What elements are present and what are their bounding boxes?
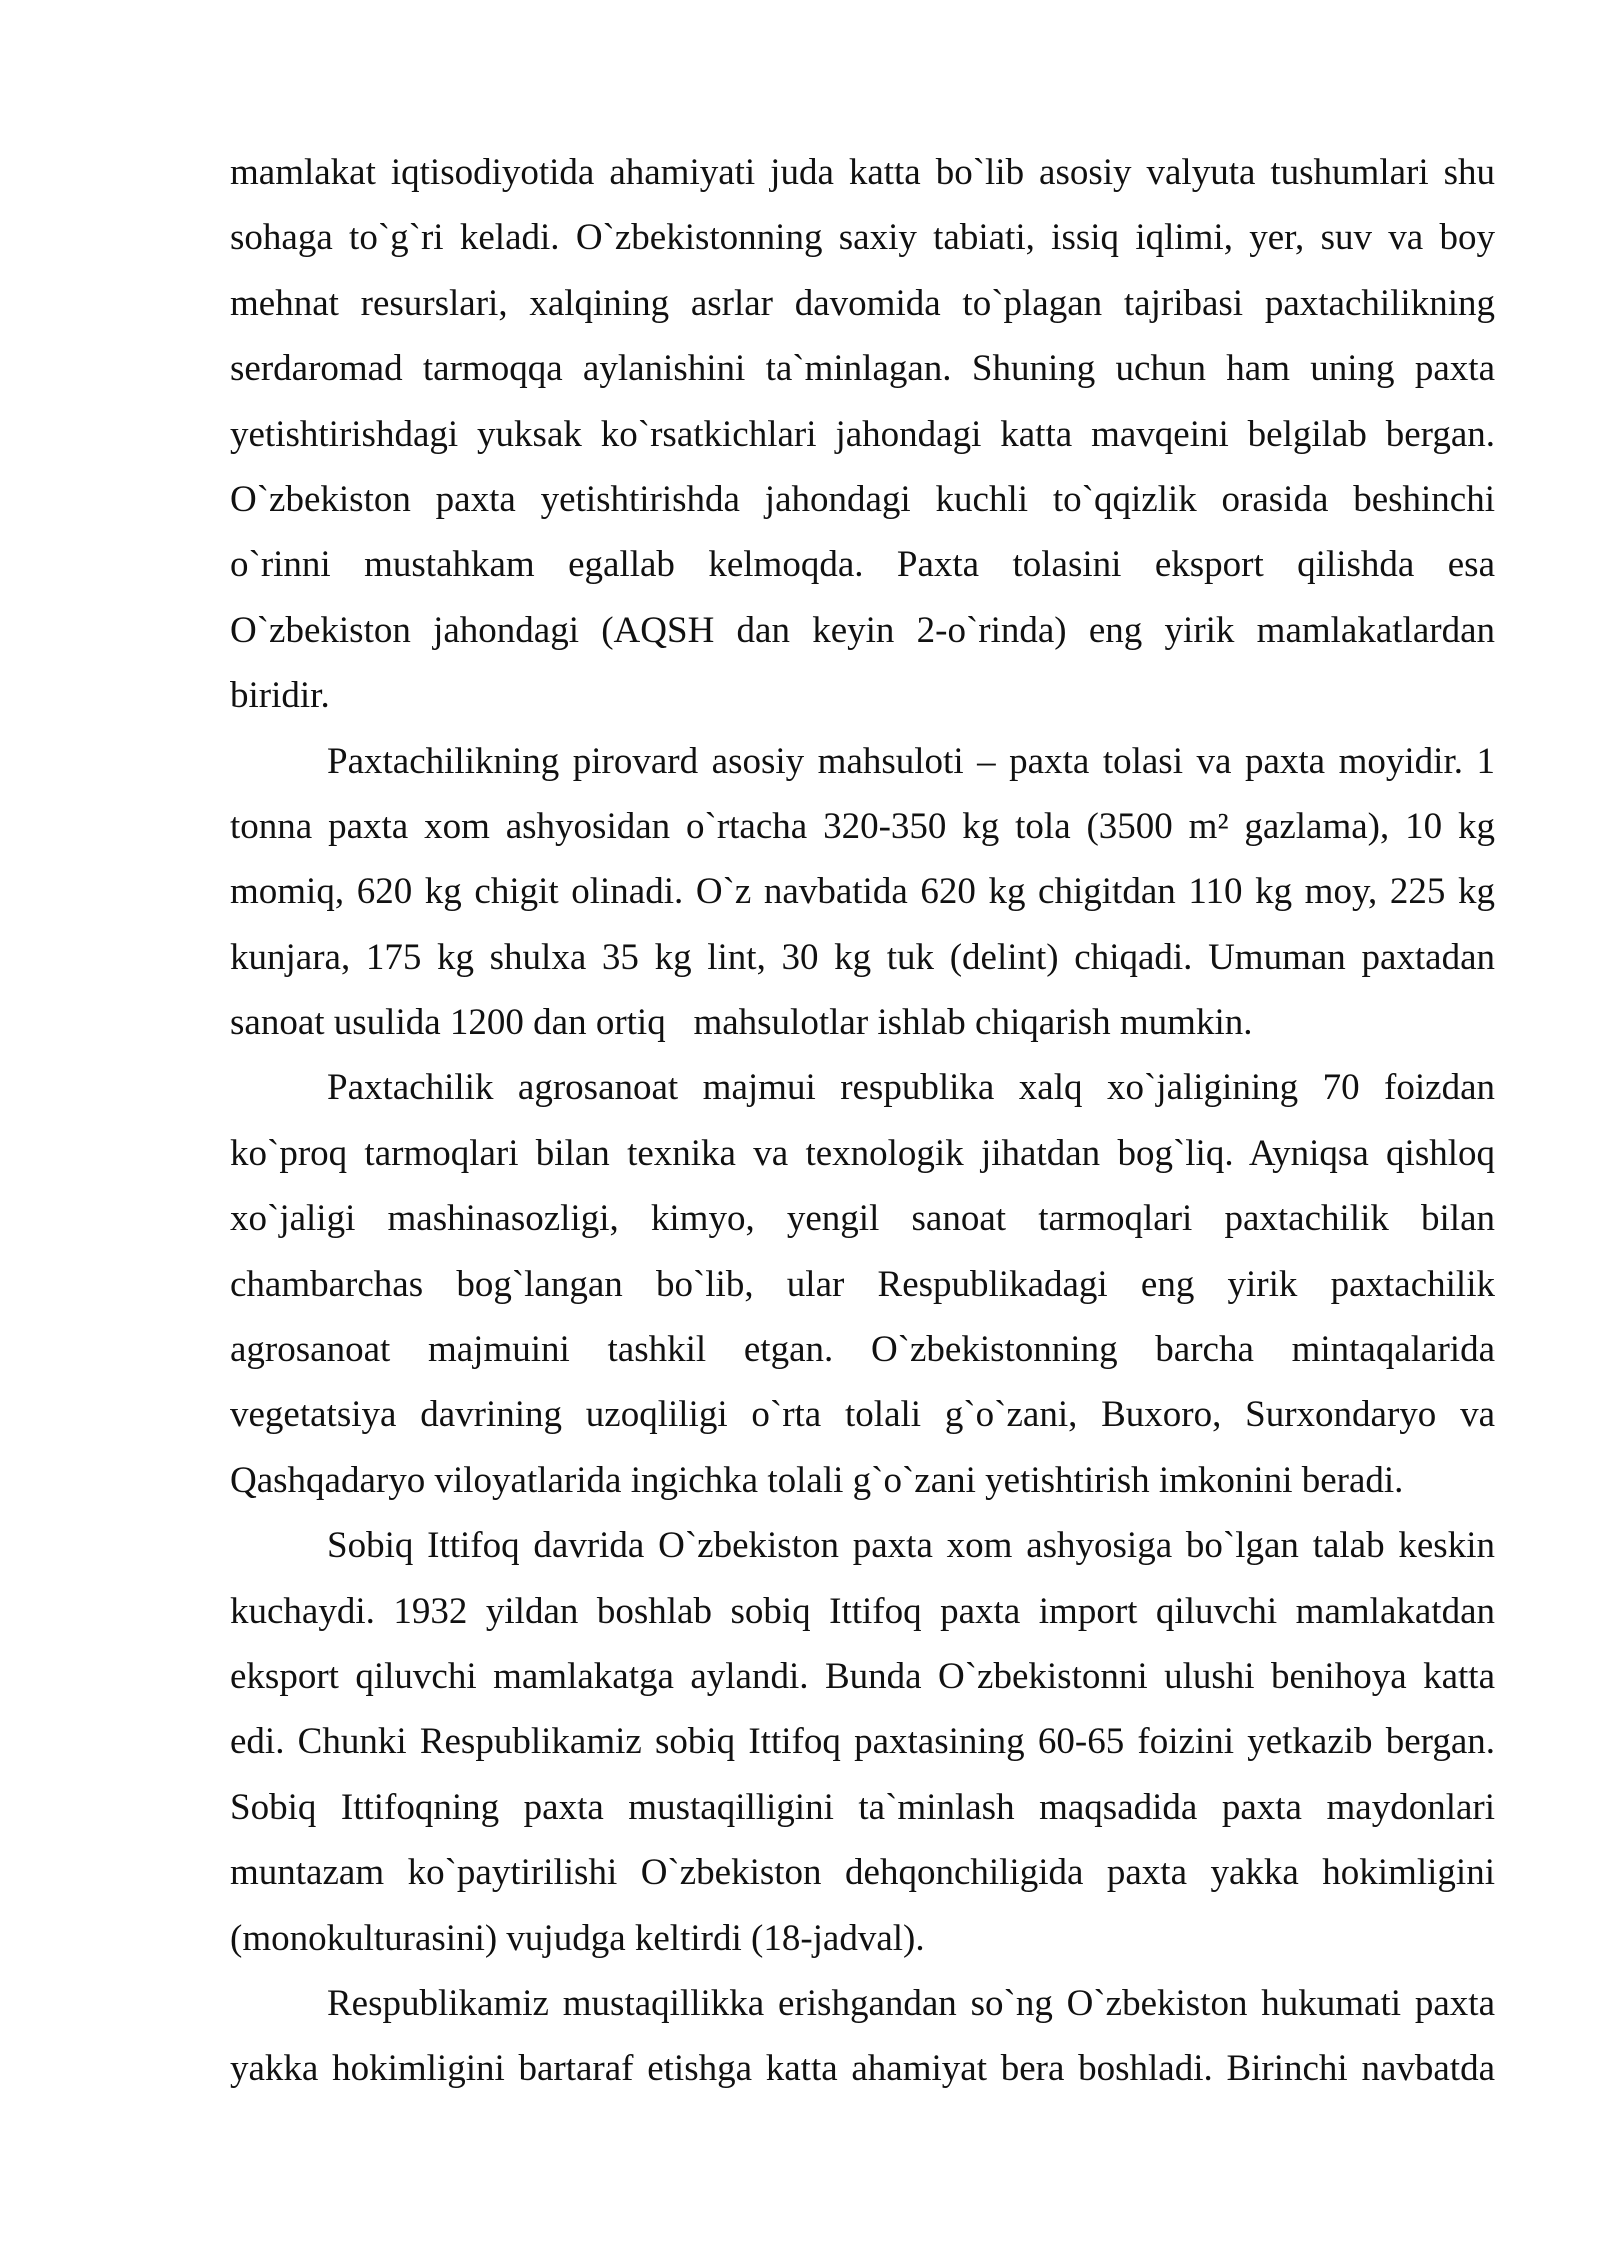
text-line: O`zbekiston paxta yetishtirishda jahondagi kuchli to`qqizlik orasida beshinchi [230, 478, 1495, 520]
text-line: eksport qiluvchi mamlakatga aylandi. Bunda O`zbekistonni ulushi benihoya katta [230, 1655, 1495, 1697]
text-line: momiq, 620 kg chigit olinadi. O`z navbatida 620 kg chigitdan 110 kg moy, 225 kg [230, 871, 1495, 913]
paragraph [230, 140, 1495, 729]
text-line: Paxtachilikning pirovard asosiy mahsuloti – paxta tolasi va paxta moyidir. 1 [327, 740, 1495, 782]
text-line: Respublikamiz mustaqillikka erishgandan so`ng O`zbekiston hukumati paxta [327, 1982, 1495, 2024]
paragraph [230, 1513, 1495, 1971]
text-line: Sobiq Ittifoqning paxta mustaqilligini ta`minlash maqsadida paxta maydonlari [230, 1786, 1495, 1828]
text-line: vegetatsiya davrining uzoqliligi o`rta tolali g`o`zani, Buxoro, Surxondaryo va [230, 1394, 1495, 1436]
text-line: mehnat resurslari, xalqining asrlar davomida to`plagan tajribasi paxtachilikning [230, 282, 1495, 324]
text-line: xo`jaligi mashinasozligi, kimyo, yengil sanoat tarmoqlari paxtachilik bilan [230, 1198, 1495, 1240]
paragraph [230, 729, 1495, 1056]
text-line: (monokulturasini) vujudga keltirdi (18-jadval). [230, 1917, 925, 1959]
text-line: serdaromad tarmoqqa aylanishini ta`minlagan. Shuning uchun ham uning paxta [230, 348, 1495, 390]
text-line: tonna paxta xom ashyosidan o`rtacha 320-350 kg tola (3500 m² gazlama), 10 kg [230, 805, 1495, 847]
text-line: agrosanoat majmuini tashkil etgan. O`zbekistonning barcha mintaqalarida [230, 1329, 1495, 1371]
text-line: Qashqadaryo viloyatlarida ingichka tolali g`o`zani yetishtirish imkonini beradi. [230, 1459, 1404, 1501]
text-line: kuchaydi. 1932 yildan boshlab sobiq Ittifoq paxta import qiluvchi mamlakatdan [230, 1590, 1495, 1632]
text-line: Sobiq Ittifoq davrida O`zbekiston paxta xom ashyosiga bo`lgan talab keskin [327, 1525, 1495, 1567]
text-line: sanoat usulida 1200 dan ortiq mahsulotlar ishlab chiqarish mumkin. [230, 1002, 1253, 1044]
paragraph [230, 1971, 1495, 2102]
text-line: chambarchas bog`langan bo`lib, ular Respublikadagi eng yirik paxtachilik [230, 1263, 1495, 1305]
body-text [230, 140, 1495, 2102]
text-line: kunjara, 175 kg shulxa 35 kg lint, 30 kg tuk (delint) chiqadi. Umuman paxtadan [230, 936, 1495, 978]
text-line: ko`proq tarmoqlari bilan texnika va texnologik jihatdan bog`liq. Ayniqsa qishloq [230, 1132, 1495, 1174]
text-line: Paxtachilik agrosanoat majmui respublika xalq xo`jaligining 70 foizdan [327, 1067, 1495, 1109]
text-line: yakka hokimligini bartaraf etishga katta ahamiyat bera boshladi. Birinchi navbatda [230, 2048, 1495, 2090]
text-line: biridir. [230, 675, 330, 717]
text-line: mamlakat iqtisodiyotida ahamiyati juda katta bo`lib asosiy valyuta tushumlari shu [230, 152, 1495, 193]
text-line: O`zbekiston jahondagi (AQSH dan keyin 2-o`rinda) eng yirik mamlakatlardan [230, 609, 1495, 651]
text-line: o`rinni mustahkam egallab kelmoqda. Paxta tolasini eksport qilishda esa [230, 544, 1495, 586]
paragraph [230, 1055, 1495, 1513]
text-line: sohaga to`g`ri keladi. O`zbekistonning saxiy tabiati, issiq iqlimi, yer, suv va boy [230, 217, 1495, 259]
text-line: edi. Chunki Respublikamiz sobiq Ittifoq paxtasining 60-65 foizini yetkazib bergan. [230, 1721, 1495, 1763]
text-line: muntazam ko`paytirilishi O`zbekiston dehqonchiligida paxta yakka hokimligini [230, 1852, 1495, 1894]
text-line: yetishtirishdagi yuksak ko`rsatkichlari jahondagi katta mavqeini belgilab bergan. [230, 413, 1495, 455]
